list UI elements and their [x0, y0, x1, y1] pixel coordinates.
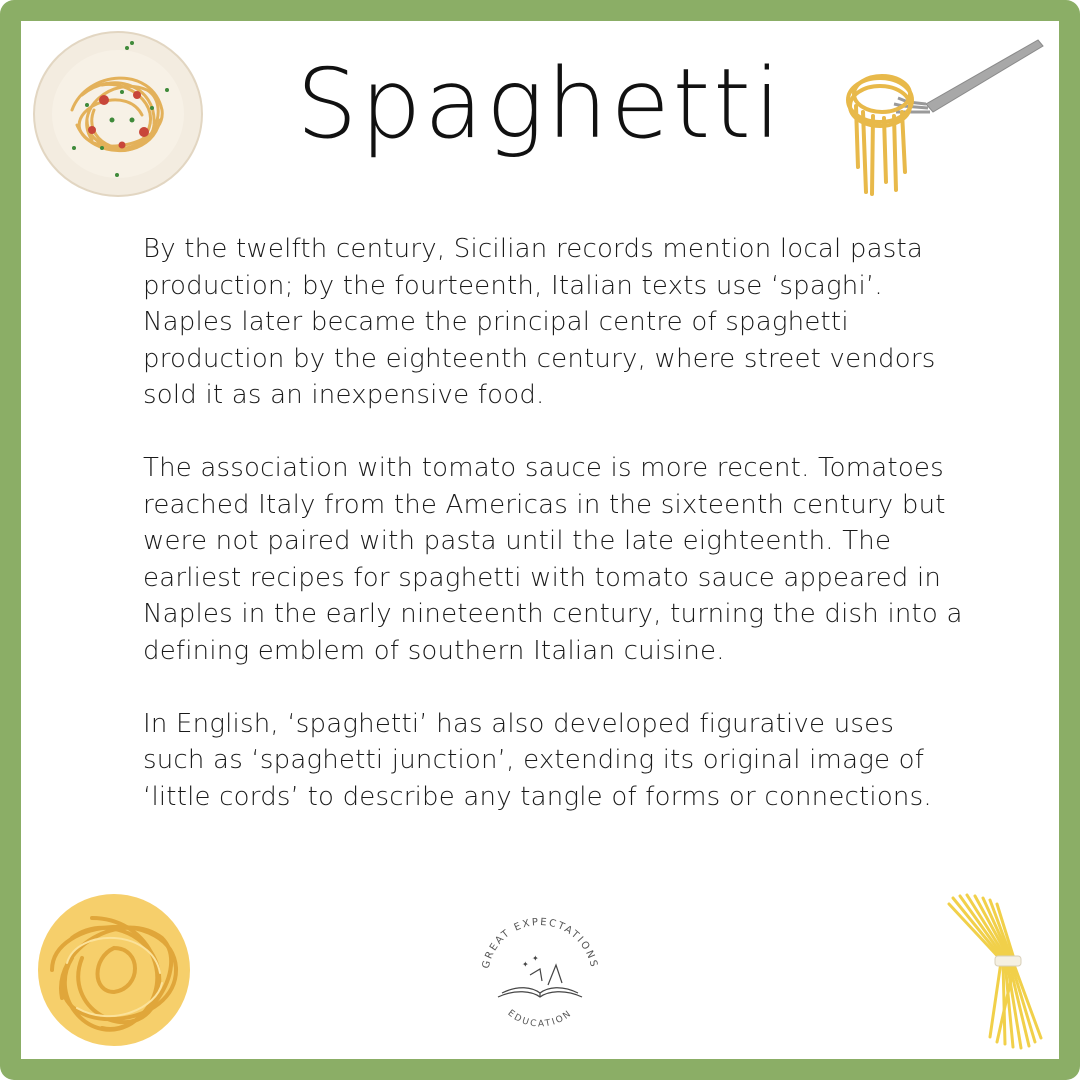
svg-text:✦: ✦ — [532, 954, 539, 963]
paragraph-2: The association with tomato sauce is more recent. Tomatoes reached Italy from the Americas in the sixteenth century but were not paired with pasta until the late eighteenth. The earliest recipes for spaghetti with tomato sauce appeared in Naples in the early nineteenth century, turning the dish into a defining emblem of southern Italian cuisine. — [143, 453, 963, 666]
svg-text:✦: ✦ — [522, 960, 529, 969]
paragraph-1: By the twelfth century, Sicilian records mention local pasta production; by the fourteenth, Italian texts use ‘spaghi’. Naples later became the principal centre of spaghetti production by the eighteenth century, where street vendors sold it as an inexpensive food. — [143, 234, 936, 410]
fork-with-spaghetti-icon — [838, 32, 1044, 200]
pasta-nest-icon — [32, 888, 196, 1052]
page-title: Spaghetti — [296, 48, 784, 160]
article-body — [143, 231, 963, 852]
dry-spaghetti-bundle-icon — [945, 892, 1045, 1052]
logo-bottom-text: EDUCATION — [505, 1008, 575, 1030]
open-book-logo-icon — [498, 965, 582, 997]
logo-top-text: GREAT EXPECTATIONS — [480, 916, 600, 970]
paragraph-3: In English, ‘spaghetti’ has also developed figurative uses such as ‘spaghetti junction’, extending its original image of ‘little cords’ to describe any tangle of forms or connections. — [143, 708, 932, 812]
brand-logo — [470, 905, 610, 1045]
spaghetti-plate-icon — [32, 30, 204, 198]
